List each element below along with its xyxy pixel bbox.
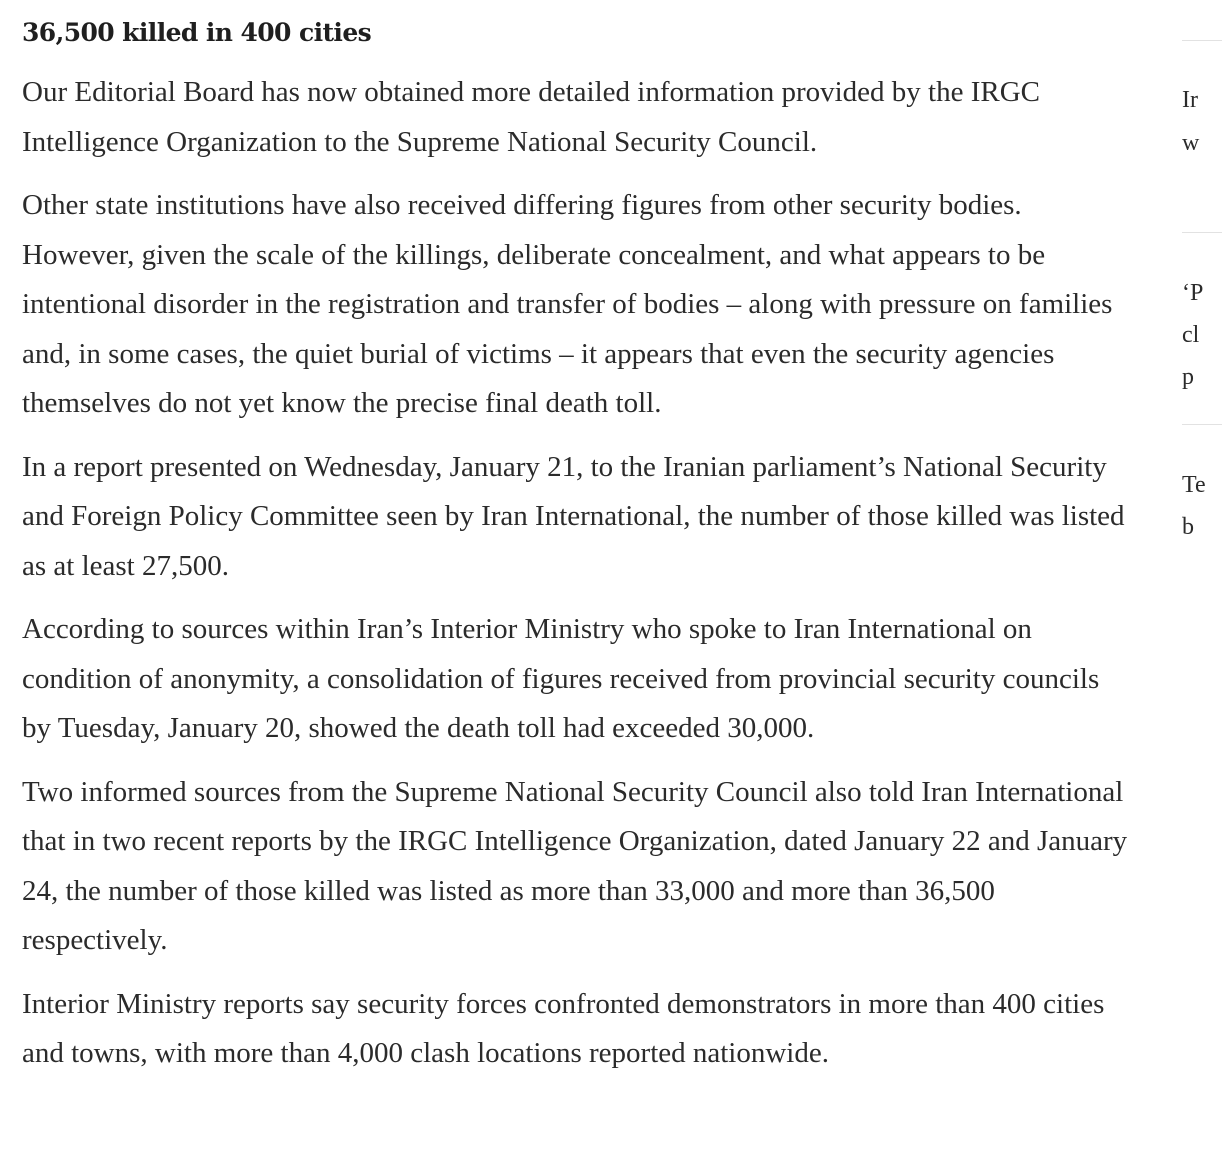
paragraph-6: Interior Ministry reports say security forces confronted demonstrators in more than 400 cities and towns, with more than 4,000 clash locations reported nationwide. xyxy=(22,987,1105,1069)
article-body xyxy=(22,14,1132,1093)
paragraph-3: In a report presented on Wednesday, January 21, to the Iranian parliament’s National Security and Foreign Policy Committee seen by Iran International, the number of those killed was listed as at least 27,500. xyxy=(22,450,1125,582)
related-link-2-line-1[interactable]: ‘P xyxy=(1182,280,1204,306)
paragraph-5: Two informed sources from the Supreme National Security Council also told Iran International that in two recent reports by the IRGC Intelligence Organization, dated January 22 and January 24, the number of those killed was listed as more than 33,000 and more than 36,500 respectively. xyxy=(22,775,1128,956)
related-link-3-line-2[interactable]: b xyxy=(1182,514,1194,540)
related-link-1-line-1[interactable]: Ir xyxy=(1182,87,1198,113)
section-heading: 36,500 killed in 400 cities xyxy=(22,18,372,47)
sidebar-divider xyxy=(1182,40,1222,41)
related-link-3-line-1[interactable]: Te xyxy=(1182,472,1206,498)
related-sidebar xyxy=(1180,0,1206,1160)
paragraph-2: Other state institutions have also received differing figures from other security bodies. However, given the scale of the killings, deliberate concealment, and what appears to be intentional disorder in the registration and transfer of bodies – along with pressure on families and, in some cases, the quiet burial of victims – it appears that even the security agencies themselves do not yet know the precise final death toll. xyxy=(22,189,1113,419)
paragraph-1: Our Editorial Board has now obtained more detailed information provided by the IRGC Intelligence Organization to the Supreme National Security Council. xyxy=(22,76,1040,158)
sidebar-divider xyxy=(1182,232,1222,233)
sidebar-divider xyxy=(1182,424,1222,425)
related-link-2-line-3[interactable]: p xyxy=(1182,364,1194,390)
paragraph-4: According to sources within Iran’s Interior Ministry who spoke to Iran International on condition of anonymity, a consolidation of figures received from provincial security councils by Tuesday, January 20, showed the death toll had exceeded 30,000. xyxy=(22,613,1100,744)
related-link-1-line-2[interactable]: w xyxy=(1182,130,1200,156)
related-link-2-line-2[interactable]: cl xyxy=(1182,322,1200,348)
